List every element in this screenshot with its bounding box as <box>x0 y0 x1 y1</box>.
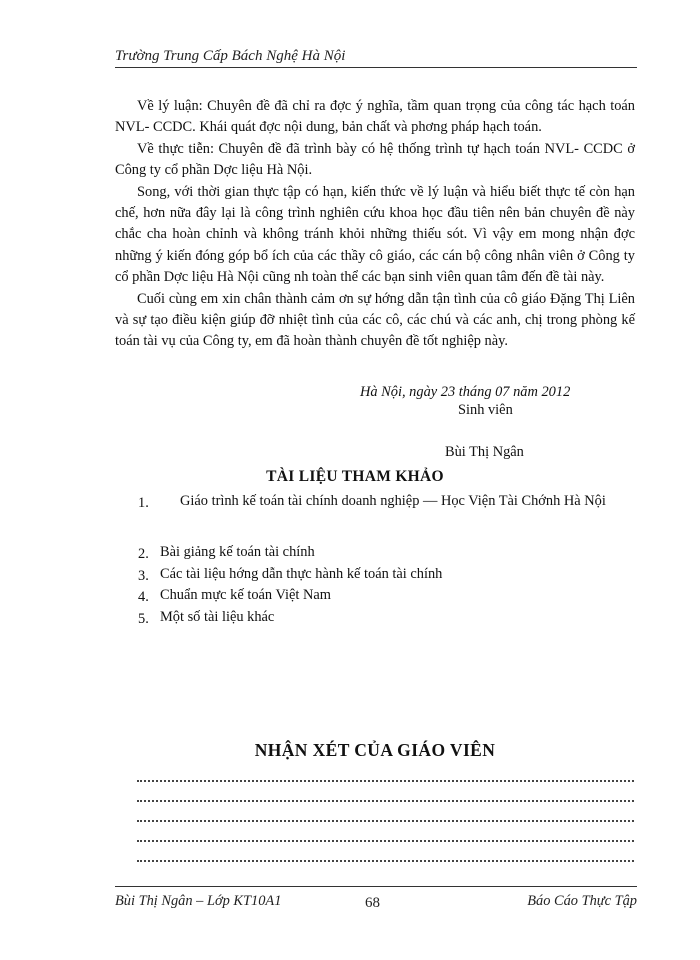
reference-text: Chuẩn mực kế toán Việt Nam <box>160 587 331 603</box>
page-footer <box>115 886 637 911</box>
signoff-role: Sinh viên <box>458 402 513 418</box>
paragraph-thanks: Cuối cùng em xin chân thành cảm ơn sự hớng dẫn tận tình của cô giáo Đặng Thị Liên và sự tạo điều kiện giúp đỡ nhiệt tình của các cô, các chú và các anh, chị trong phòng kế toán tài vụ của Công ty, em đã hoàn thành chuyên đề tốt nghiệp này. <box>115 290 635 350</box>
reference-item <box>138 490 638 542</box>
review-dotted-line <box>137 860 634 862</box>
footer-author: Bùi Thị Ngân – Lớp KT10A1 <box>115 893 282 909</box>
footer-doc-title: Báo Cáo Thực Tập <box>527 893 637 909</box>
reference-number: 2. <box>138 546 149 562</box>
review-dotted-line <box>137 840 634 842</box>
paragraph-theory: Về lý luận: Chuyên đề đã chỉ ra đợc ý nghĩa, tầm quan trọng của công tác hạch toán NVL- CCDC. Khái quát đợc nội dung, bản chất và phơng pháp hạch toán. <box>115 98 635 136</box>
reference-item <box>138 564 638 586</box>
paragraph-practice: Về thực tiễn: Chuyên đề đã trình bày có hệ thống trình tự hạch toán NVL- CCDC ở Công ty cổ phần Dợc liệu Hà Nội. <box>115 140 635 179</box>
signoff-date: Hà Nội, ngày 23 tháng 07 năm 2012 <box>360 384 571 400</box>
reference-number: 1. <box>138 495 149 511</box>
review-dotted-line <box>137 780 634 782</box>
reference-item <box>138 585 638 607</box>
header-school-name: Trường Trung Cấp Bách Nghệ Hà Nội <box>115 48 346 64</box>
reference-text: Một số tài liệu khác <box>160 608 275 625</box>
page-number: 68 <box>365 895 380 911</box>
paragraph-limitations: Song, với thời gian thực tập có hạn, kiến thức về lý luận và hiểu biết thực tế còn hạn chế, hơn nữa đây lại là công trình nghiên cứu khoa học đầu tiên nên bản chuyên đề này chắc cha hoàn chỉnh và không tránh khỏi những thiếu sót. Vì vậy em mong nhận đợc những ý kiến đóng góp bổ ích của các thầy cô giáo, các cán bộ công nhân viên ở Công ty cổ phần Dợc liệu Hà Nội cũng nh toàn thể các bạn sinh viên quan tâm đến đề tài này. <box>115 183 635 286</box>
reference-text: Giáo trình kế toán tài chính doanh nghiệp — Học Viện Tài Chớnh Hà Nội <box>180 493 606 509</box>
references-list <box>138 490 638 628</box>
reference-number: 3. <box>138 567 149 584</box>
conclusion-body <box>115 96 635 353</box>
review-dotted-line <box>137 820 634 822</box>
reference-text: Các tài liệu hớng dẫn thực hành kế toán tài chính <box>160 565 443 582</box>
teacher-review-title: NHẬN XÉT CỦA GIÁO VIÊN <box>254 740 496 760</box>
reference-number: 5. <box>138 610 149 627</box>
reference-item <box>138 607 638 629</box>
reference-item <box>138 542 638 564</box>
reference-text: Bài giảng kế toán tài chính <box>160 544 315 560</box>
references-title: TÀI LIỆU THAM KHẢO <box>266 468 444 485</box>
review-dotted-line <box>137 800 634 802</box>
signoff-name: Bùi Thị Ngân <box>445 444 524 460</box>
reference-number: 4. <box>138 589 149 605</box>
page-header <box>115 48 637 68</box>
